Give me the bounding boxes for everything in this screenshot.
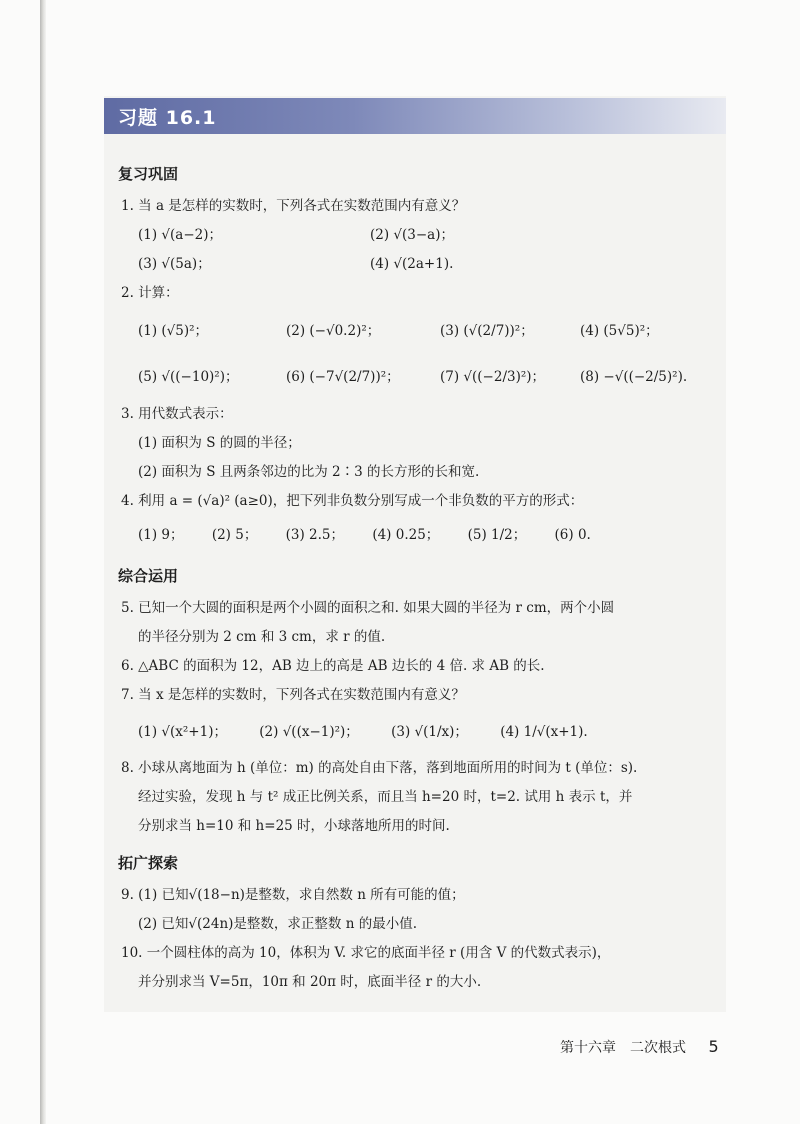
q3-item: (1) 面积为 S 的圆的半径； <box>138 435 301 451</box>
q4-item: (3) 2.5； <box>285 527 345 543</box>
section-review: 复习巩固 <box>118 165 179 183</box>
q2-item: (3) (√(2/7))²； <box>440 322 534 339</box>
exercise-content <box>118 160 710 997</box>
q8-line-2: 经过实验，发现 h 与 t² 成正比例关系，而且当 h=20 时，t=2. 试用 h 表示 t，并 <box>138 789 633 805</box>
q4-items <box>118 516 710 554</box>
q7-item: (3) √(1/x)； <box>391 724 468 740</box>
exercise-title: 习题 16.1 <box>118 107 217 129</box>
q1-row-1 <box>118 221 710 250</box>
q1-row-2 <box>118 250 710 279</box>
page-number: 5 <box>708 1037 719 1056</box>
q4-stem: 4. 利用 a = (√a)² (a≥0)，把下列非负数分别写成一个非负数的平方的形式： <box>121 493 584 509</box>
exercise-banner <box>104 98 726 134</box>
q2-item: (6) (−7√(2/7))²； <box>286 368 400 385</box>
q4-item: (6) 0. <box>554 527 591 543</box>
section-explore: 拓广探索 <box>118 854 179 872</box>
q4-item: (4) 0.25； <box>372 527 440 543</box>
q7-item: (1) √(x²+1)； <box>138 724 227 740</box>
q5-line-2: 的半径分别为 2 cm 和 3 cm，求 r 的值. <box>138 629 386 645</box>
q4-item: (2) 5； <box>211 527 258 543</box>
q8-line-3: 分别求当 h=10 和 h=25 时，小球落地所用的时间. <box>138 818 450 834</box>
q2-item: (7) √((−2/3)²)； <box>440 368 546 385</box>
q2-item: (1) (√5)²； <box>138 322 209 339</box>
q9-line-2: (2) 已知√(24n)是整数，求正整数 n 的最小值. <box>138 916 417 932</box>
q2-stem: 2. 计算： <box>121 285 179 301</box>
q4-item: (1) 9； <box>138 527 184 543</box>
q10-line-2: 并分别求当 V=5π，10π 和 20π 时，底面半径 r 的大小. <box>138 974 482 990</box>
q7-stem: 7. 当 x 是怎样的实数时，下列各式在实数范围内有意义？ <box>121 687 465 703</box>
q3-stem: 3. 用代数式表示： <box>121 406 233 422</box>
chapter-label: 第十六章 二次根式 <box>560 1040 686 1056</box>
section-apply: 综合运用 <box>118 567 179 585</box>
q2-item: (4) (5√5)²； <box>580 322 659 339</box>
q1-item: (1) √(a−2)； <box>138 227 222 243</box>
q3-item: (2) 面积为 S 且两条邻边的比为 2∶3 的长方形的长和宽. <box>138 464 480 480</box>
q2-item: (8) −√((−2/5)²). <box>580 368 688 385</box>
q2-item: (2) (−√0.2)²； <box>286 322 381 339</box>
q5-line-1: 5. 已知一个大圆的面积是两个小圆的面积之和. 如果大圆的半径为 r cm，两个小圆 <box>121 600 615 616</box>
q1-stem: 1. 当 a 是怎样的实数时，下列各式在实数范围内有意义？ <box>121 198 466 214</box>
page-footer <box>560 1037 719 1057</box>
q10-line-1: 10. 一个圆柱体的高为 10，体积为 V. 求它的底面半径 r (用含 V 的代数式表示)， <box>121 945 611 961</box>
q1-item: (2) √(3−a)； <box>370 227 454 243</box>
q1-item: (3) √(5a)； <box>138 256 211 272</box>
q9-line-1: 9. (1) 已知√(18−n)是整数，求自然数 n 所有可能的值； <box>121 887 465 903</box>
q7-item: (2) √((x−1)²)； <box>259 724 359 740</box>
q2-row-2 <box>118 354 710 400</box>
q8-line-1: 8. 小球从离地面为 h (单位：m) 的高处自由下落，落到地面所用的时间为 t (单位：s). <box>121 760 638 776</box>
q1-item: (4) √(2a+1). <box>370 256 454 272</box>
q4-item: (5) 1/2； <box>467 527 527 543</box>
q7-items <box>118 710 710 754</box>
book-spine <box>40 0 46 1124</box>
q7-item: (4) 1/√(x+1). <box>500 724 588 740</box>
q2-row-1 <box>118 308 710 354</box>
q2-item: (5) √((−10)²)； <box>138 368 239 385</box>
q6-text: 6. △ABC 的面积为 12，AB 边上的高是 AB 边长的 4 倍. 求 AB 的长. <box>121 658 545 674</box>
